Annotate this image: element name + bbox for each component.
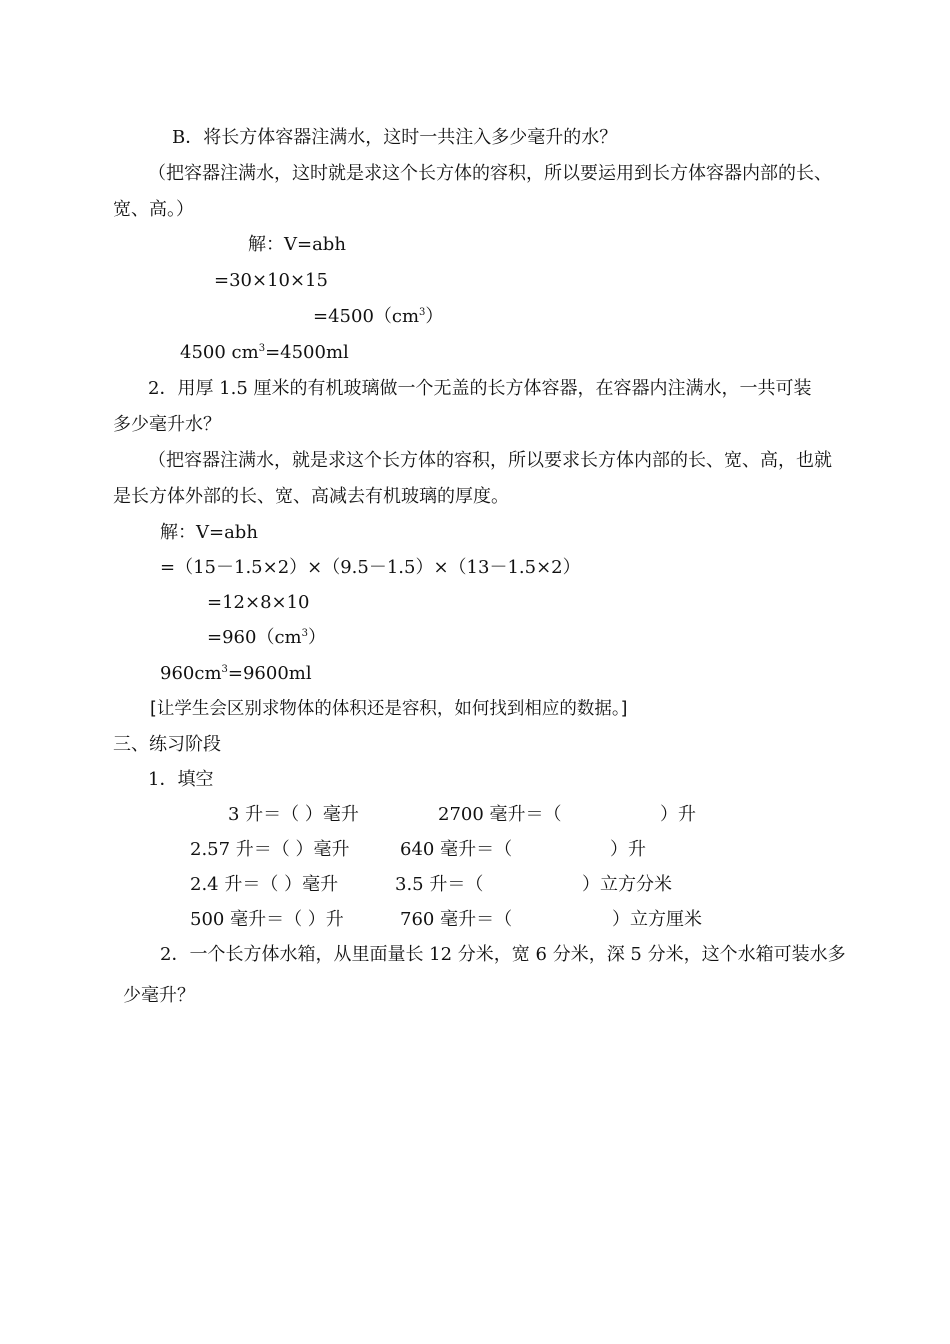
fill-blank-row-1-right-b: ）升 xyxy=(660,804,696,825)
fill-blank-row-1-right-a: 2700 毫升＝（ xyxy=(438,804,562,825)
conversion-b: 4500 $cm^3=4500ml$ xyxy=(180,342,349,363)
solution-2-label: 解：V=abh xyxy=(160,522,258,543)
fill-blank-row-3-right-a: 3.5 升＝（ xyxy=(395,874,484,895)
hint-2-line-2: 是长方体外部的长、宽、高减去有机玻璃的厚度。 xyxy=(113,486,509,507)
conversion-2: $960cm^3=9600ml$ xyxy=(160,663,312,684)
exercise-2-line-1: 2．一个长方体水箱，从里面量长 12 分米，宽 6 分米，深 5 分米，这个水箱可装水多 xyxy=(160,944,846,965)
solution-b-step-1: =30×10×15 xyxy=(214,270,328,291)
fill-blank-row-4-right-b: ）立方厘米 xyxy=(612,909,702,930)
solution-b-label: 解：V=abh xyxy=(248,234,346,255)
solution-b-step-2: $=4500(cm^3)$ xyxy=(313,306,444,327)
fill-blank-row-1-left: 3 升＝（ ）毫升 xyxy=(228,804,359,825)
hint-b-line-2: 宽、高。） xyxy=(113,199,194,220)
fill-blank-row-2-left: 2.57 升＝（ ）毫升 xyxy=(190,839,350,860)
question-2-line-2: 多少毫升水？ xyxy=(113,414,221,435)
solution-2-step-1: =（15－1.5×2）×（9.5－1.5）×（13－1.5×2） xyxy=(160,557,581,578)
hint-2-line-1: （把容器注满水，就是求这个长方体的容积，所以要求长方体内部的长、宽、高，也就 xyxy=(148,450,832,471)
teacher-note: [让学生会区别求物体的体积还是容积，如何找到相应的数据。] xyxy=(150,699,628,719)
fill-blank-row-2-right-a: 640 毫升＝（ xyxy=(400,839,513,860)
fill-blank-row-3-right-b: ）立方分米 xyxy=(582,874,672,895)
solution-2-step-3: $=960(cm^3)$ xyxy=(207,627,326,648)
fill-blank-row-3-left: 2.4 升＝（ ）毫升 xyxy=(190,874,339,895)
question-b: B．将长方体容器注满水，这时一共注入多少毫升的水？ xyxy=(172,127,618,148)
fill-blank-row-4-right-a: 760 毫升＝（ xyxy=(400,909,513,930)
exercise-2-line-2: 少毫升？ xyxy=(123,985,195,1006)
fill-blank-row-4-left: 500 毫升＝（ ）升 xyxy=(190,909,344,930)
fill-blank-row-2-right-b: ）升 xyxy=(610,839,646,860)
section-3-heading: 三、练习阶段 xyxy=(113,734,221,755)
question-2-line-1: 2．用厚 1.5 厘米的有机玻璃做一个无盖的长方体容器，在容器内注满水，一共可装 xyxy=(148,378,812,399)
hint-b-line-1: （把容器注满水，这时就是求这个长方体的容积，所以要运用到长方体容器内部的长、 xyxy=(148,163,832,184)
solution-2-step-2: =12×8×10 xyxy=(207,592,310,613)
exercise-1-heading: 1．填空 xyxy=(148,769,214,790)
